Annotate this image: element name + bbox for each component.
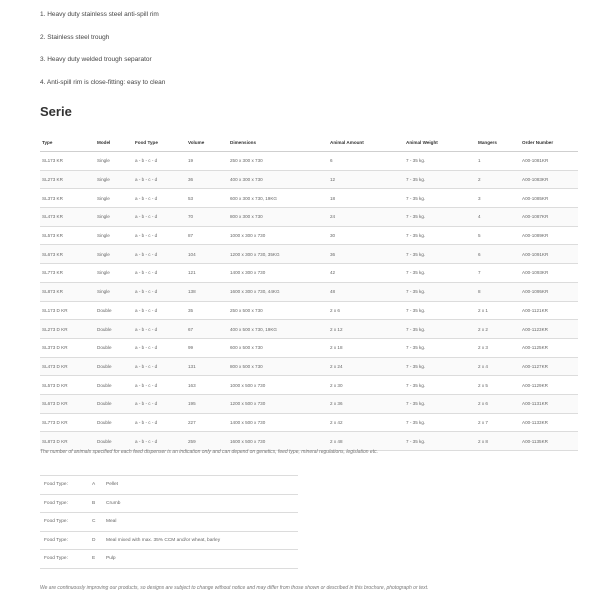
- cell-animal-amount: 2 x 18: [328, 338, 404, 357]
- disclaimer: We are continuously improving our products, so designs are subject to change without notice and may differ from those shown or described in this brochure, photograph or text.: [40, 585, 429, 591]
- cell-animal-amount: 48: [328, 282, 404, 301]
- cell-order-number: A00-1093KR: [520, 264, 578, 283]
- cell-model: Double: [95, 357, 133, 376]
- cell-model: Single: [95, 282, 133, 301]
- cell-food-type: a - b - c - d: [133, 152, 186, 171]
- cell-volume: 195: [186, 394, 228, 413]
- table-body: [40, 152, 578, 451]
- cell-type: SL373 KR: [40, 189, 95, 208]
- cell-animal-weight: 7 - 35 kg.: [404, 320, 476, 339]
- cell-animal-amount: 36: [328, 245, 404, 264]
- cell-dimensions: 600 x 300 x 730, 19KG: [228, 189, 328, 208]
- cell-mangers: 8: [476, 282, 520, 301]
- cell-mangers: 2 x 2: [476, 320, 520, 339]
- cell-order-number: A00-1089KR: [520, 226, 578, 245]
- cell-order-number: A00-1081KR: [520, 152, 578, 171]
- food-type-code: D: [88, 531, 102, 550]
- cell-food-type: a - b - c - d: [133, 432, 186, 451]
- cell-mangers: 4: [476, 208, 520, 227]
- cell-type: SL573 KR: [40, 226, 95, 245]
- table-row: [40, 357, 578, 376]
- table-row: [40, 208, 578, 227]
- cell-food-type: a - b - c - d: [133, 189, 186, 208]
- cell-type: SL273 D KR: [40, 320, 95, 339]
- food-type-table: [40, 475, 298, 569]
- cell-animal-weight: 7 - 35 kg.: [404, 189, 476, 208]
- cell-volume: 121: [186, 264, 228, 283]
- cell-food-type: a - b - c - d: [133, 282, 186, 301]
- cell-food-type: a - b - c - d: [133, 264, 186, 283]
- food-type-code: A: [88, 476, 102, 495]
- table-row: [40, 432, 578, 451]
- table-row: [40, 301, 578, 320]
- cell-type: SL173 D KR: [40, 301, 95, 320]
- header-volume: Volume: [186, 134, 228, 152]
- cell-model: Single: [95, 189, 133, 208]
- cell-dimensions: 1400 x 500 x 730: [228, 413, 328, 432]
- cell-animal-amount: 2 x 30: [328, 376, 404, 395]
- cell-volume: 19: [186, 152, 228, 171]
- cell-animal-amount: 2 x 12: [328, 320, 404, 339]
- food-type-label: Food Type:: [40, 513, 88, 532]
- cell-type: SL573 D KR: [40, 376, 95, 395]
- animal-count-note: The number of animals specified for each feed dispenser is an indication only and can depend on genetics, feed type, mineral regulations, legislation etc.: [40, 449, 378, 455]
- cell-food-type: a - b - c - d: [133, 301, 186, 320]
- cell-animal-weight: 7 - 35 kg.: [404, 413, 476, 432]
- cell-food-type: a - b - c - d: [133, 170, 186, 189]
- food-type-row: [40, 476, 298, 495]
- cell-type: SL473 KR: [40, 208, 95, 227]
- cell-dimensions: 600 x 500 x 730: [228, 338, 328, 357]
- food-type-row: [40, 550, 298, 569]
- cell-animal-weight: 7 - 35 kg.: [404, 170, 476, 189]
- cell-animal-amount: 6: [328, 152, 404, 171]
- cell-food-type: a - b - c - d: [133, 413, 186, 432]
- cell-mangers: 1: [476, 152, 520, 171]
- cell-dimensions: 250 x 300 x 730: [228, 152, 328, 171]
- cell-animal-amount: 2 x 36: [328, 394, 404, 413]
- cell-food-type: a - b - c - d: [133, 320, 186, 339]
- cell-dimensions: 800 x 300 x 730: [228, 208, 328, 227]
- cell-dimensions: 1000 x 500 x 730: [228, 376, 328, 395]
- header-animal-weight: Animal Weight: [404, 134, 476, 152]
- cell-mangers: 6: [476, 245, 520, 264]
- cell-model: Double: [95, 338, 133, 357]
- cell-volume: 104: [186, 245, 228, 264]
- cell-type: SL873 D KR: [40, 432, 95, 451]
- feature-item-3: 3. Heavy duty welded trough separator: [40, 56, 152, 64]
- cell-order-number: A00-1125KR: [520, 338, 578, 357]
- cell-dimensions: 250 x 500 x 730: [228, 301, 328, 320]
- cell-volume: 67: [186, 320, 228, 339]
- cell-dimensions: 1000 x 300 x 730: [228, 226, 328, 245]
- food-type-code: E: [88, 550, 102, 569]
- cell-dimensions: 1400 x 300 x 730: [228, 264, 328, 283]
- table-row: [40, 376, 578, 395]
- cell-mangers: 2 x 1: [476, 301, 520, 320]
- cell-animal-amount: 12: [328, 170, 404, 189]
- cell-animal-weight: 7 - 35 kg.: [404, 301, 476, 320]
- food-type-label: Food Type:: [40, 550, 88, 569]
- cell-type: SL673 KR: [40, 245, 95, 264]
- feature-item-2: 2. Stainless steel trough: [40, 33, 110, 41]
- cell-mangers: 2 x 8: [476, 432, 520, 451]
- cell-type: SL473 D KR: [40, 357, 95, 376]
- feature-item-4: 4. Anti-spill rim is close-fitting: easy to clean: [40, 78, 166, 86]
- cell-animal-weight: 7 - 35 kg.: [404, 264, 476, 283]
- cell-volume: 99: [186, 338, 228, 357]
- food-type-description: Meal: [102, 513, 298, 532]
- cell-order-number: A00-1135KR: [520, 432, 578, 451]
- cell-animal-weight: 7 - 35 kg.: [404, 357, 476, 376]
- cell-type: SL373 D KR: [40, 338, 95, 357]
- cell-order-number: A00-1083KR: [520, 170, 578, 189]
- cell-animal-amount: 2 x 6: [328, 301, 404, 320]
- cell-model: Single: [95, 226, 133, 245]
- cell-mangers: 3: [476, 189, 520, 208]
- header-animal-amount: Animal Amount: [328, 134, 404, 152]
- cell-dimensions: 1600 x 500 x 730: [228, 432, 328, 451]
- serie-table: [40, 134, 578, 451]
- food-type-description: Crumb: [102, 494, 298, 513]
- food-type-label: Food Type:: [40, 476, 88, 495]
- cell-model: Double: [95, 394, 133, 413]
- feature-list: [40, 8, 165, 98]
- cell-model: Double: [95, 432, 133, 451]
- cell-animal-weight: 7 - 35 kg.: [404, 208, 476, 227]
- header-order-number: Order Number: [520, 134, 578, 152]
- cell-animal-weight: 7 - 35 kg.: [404, 152, 476, 171]
- cell-volume: 138: [186, 282, 228, 301]
- cell-order-number: A00-1085KR: [520, 189, 578, 208]
- cell-mangers: 2 x 6: [476, 394, 520, 413]
- cell-model: Double: [95, 413, 133, 432]
- cell-animal-amount: 2 x 42: [328, 413, 404, 432]
- cell-type: SL773 D KR: [40, 413, 95, 432]
- table-row: [40, 226, 578, 245]
- cell-food-type: a - b - c - d: [133, 357, 186, 376]
- cell-animal-weight: 7 - 35 kg.: [404, 338, 476, 357]
- cell-order-number: A00-1091KR: [520, 245, 578, 264]
- cell-model: Single: [95, 170, 133, 189]
- food-type-code: C: [88, 513, 102, 532]
- cell-volume: 35: [186, 301, 228, 320]
- food-type-description: Meal mixed with max. 35% CCM and/or wheat, barley: [102, 531, 298, 550]
- cell-animal-weight: 7 - 35 kg.: [404, 226, 476, 245]
- table-row: [40, 264, 578, 283]
- cell-food-type: a - b - c - d: [133, 394, 186, 413]
- cell-type: SL173 KR: [40, 152, 95, 171]
- cell-animal-weight: 7 - 35 kg.: [404, 394, 476, 413]
- cell-food-type: a - b - c - d: [133, 376, 186, 395]
- food-type-label: Food Type:: [40, 494, 88, 513]
- cell-food-type: a - b - c - d: [133, 226, 186, 245]
- cell-volume: 227: [186, 413, 228, 432]
- cell-type: SL773 KR: [40, 264, 95, 283]
- food-type-body: [40, 476, 298, 569]
- section-title: Serie: [40, 104, 72, 119]
- header-food-type: Food Type: [133, 134, 186, 152]
- cell-type: SL873 KR: [40, 282, 95, 301]
- cell-order-number: A00-1133KR: [520, 413, 578, 432]
- cell-animal-weight: 7 - 35 kg.: [404, 432, 476, 451]
- cell-mangers: 2 x 7: [476, 413, 520, 432]
- cell-animal-weight: 7 - 35 kg.: [404, 282, 476, 301]
- cell-dimensions: 1200 x 500 x 730: [228, 394, 328, 413]
- cell-animal-amount: 18: [328, 189, 404, 208]
- cell-model: Double: [95, 320, 133, 339]
- cell-mangers: 2 x 4: [476, 357, 520, 376]
- cell-model: Double: [95, 376, 133, 395]
- cell-volume: 36: [186, 170, 228, 189]
- cell-dimensions: 1600 x 300 x 730, 44KG: [228, 282, 328, 301]
- cell-animal-weight: 7 - 35 kg.: [404, 245, 476, 264]
- cell-volume: 70: [186, 208, 228, 227]
- table-row: [40, 282, 578, 301]
- cell-mangers: 5: [476, 226, 520, 245]
- cell-food-type: a - b - c - d: [133, 245, 186, 264]
- cell-model: Single: [95, 264, 133, 283]
- cell-volume: 259: [186, 432, 228, 451]
- cell-animal-amount: 2 x 24: [328, 357, 404, 376]
- cell-animal-amount: 24: [328, 208, 404, 227]
- cell-order-number: A00-1121KR: [520, 301, 578, 320]
- cell-order-number: A00-1087KR: [520, 208, 578, 227]
- table-header: [40, 134, 578, 152]
- cell-volume: 53: [186, 189, 228, 208]
- cell-volume: 163: [186, 376, 228, 395]
- table-row: [40, 394, 578, 413]
- cell-order-number: A00-1123KR: [520, 320, 578, 339]
- cell-dimensions: 400 x 500 x 730, 19KG: [228, 320, 328, 339]
- cell-animal-amount: 2 x 48: [328, 432, 404, 451]
- cell-volume: 131: [186, 357, 228, 376]
- table-row: [40, 338, 578, 357]
- cell-animal-amount: 42: [328, 264, 404, 283]
- cell-dimensions: 1200 x 300 x 730, 35KG: [228, 245, 328, 264]
- table-row: [40, 413, 578, 432]
- food-type-row: [40, 513, 298, 532]
- food-type-row: [40, 494, 298, 513]
- cell-model: Single: [95, 245, 133, 264]
- table-header-row: [40, 134, 578, 152]
- table-row: [40, 152, 578, 171]
- food-type-code: B: [88, 494, 102, 513]
- food-type-row: [40, 531, 298, 550]
- table-row: [40, 245, 578, 264]
- header-model: Model: [95, 134, 133, 152]
- header-dimensions: Dimensions: [228, 134, 328, 152]
- cell-mangers: 2 x 3: [476, 338, 520, 357]
- cell-mangers: 7: [476, 264, 520, 283]
- cell-model: Single: [95, 152, 133, 171]
- cell-order-number: A00-1095KR: [520, 282, 578, 301]
- cell-animal-amount: 30: [328, 226, 404, 245]
- cell-food-type: a - b - c - d: [133, 338, 186, 357]
- cell-type: SL273 KR: [40, 170, 95, 189]
- table-row: [40, 170, 578, 189]
- cell-mangers: 2 x 5: [476, 376, 520, 395]
- cell-mangers: 2: [476, 170, 520, 189]
- cell-order-number: A00-1131KR: [520, 394, 578, 413]
- cell-volume: 87: [186, 226, 228, 245]
- table-row: [40, 320, 578, 339]
- header-type: Type: [40, 134, 95, 152]
- feature-item-1: 1. Heavy duty stainless steel anti-spill rim: [40, 11, 159, 18]
- cell-order-number: A00-1129KR: [520, 376, 578, 395]
- food-type-description: Pellet: [102, 476, 298, 495]
- food-type-label: Food Type:: [40, 531, 88, 550]
- cell-food-type: a - b - c - d: [133, 208, 186, 227]
- table-row: [40, 189, 578, 208]
- cell-model: Single: [95, 208, 133, 227]
- cell-model: Double: [95, 301, 133, 320]
- cell-dimensions: 800 x 500 x 730: [228, 357, 328, 376]
- cell-order-number: A00-1127KR: [520, 357, 578, 376]
- header-mangers: Mangers: [476, 134, 520, 152]
- cell-animal-weight: 7 - 35 kg.: [404, 376, 476, 395]
- cell-dimensions: 400 x 300 x 730: [228, 170, 328, 189]
- cell-type: SL673 D KR: [40, 394, 95, 413]
- food-type-description: Pulp: [102, 550, 298, 569]
